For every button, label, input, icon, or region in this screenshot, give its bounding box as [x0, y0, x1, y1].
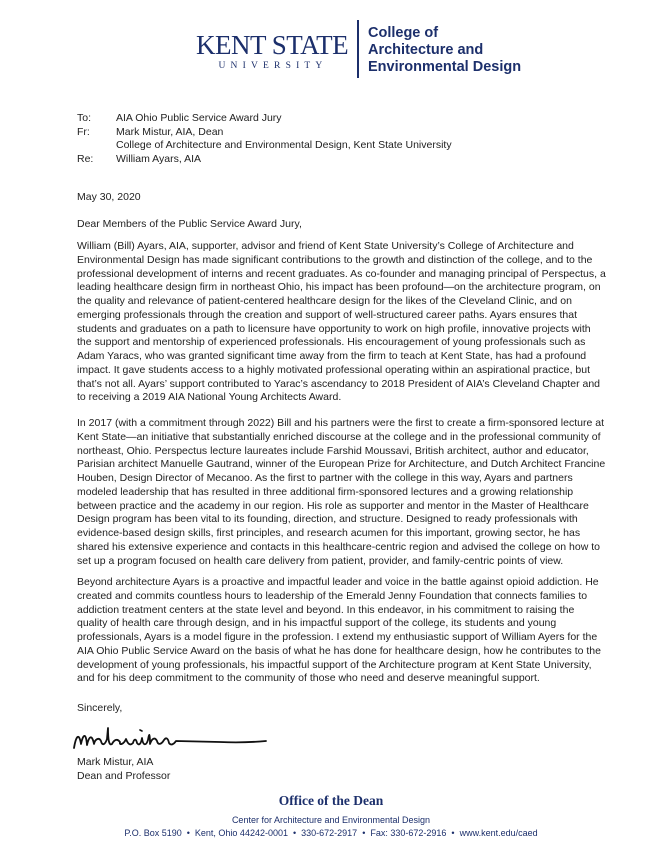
paragraph-line: to receiving a 2019 AIA National Young Architects Award.: [77, 391, 342, 404]
closing: Sincerely,: [77, 702, 123, 714]
footer-website: www.kent.edu/caed: [459, 828, 538, 838]
footer-phone: 330-672-2917: [301, 828, 358, 838]
paragraph-line: Environmental Design has made significant contributions to the growth and distinction of the college, and to the: [77, 253, 593, 266]
paragraph-line: William (Bill) Ayars, AIA, supporter, advisor and friend of Kent State University’s College of Architecture and: [77, 240, 574, 252]
memo-label: Re:: [77, 153, 94, 166]
paragraph-line: shared his extensive experience and contacts in this healthcare-centric region and advised the college on how to: [77, 540, 600, 553]
body-paragraph-1: [77, 240, 637, 405]
memo-row-to: [77, 112, 452, 126]
paragraph-line: created and commits countless hours to leadership of the Emerald Jenny Foundation that connects families to: [77, 589, 588, 602]
memo-value: William Ayars, AIA: [116, 153, 201, 166]
body-paragraph-3: [77, 576, 637, 686]
paragraph-line: Kent State—an initiative that substantially enriched discourse at the college and in the professional community of: [77, 430, 601, 443]
logo-university: UNIVERSITY: [218, 61, 328, 71]
paragraph-line: set up a program focused on health care delivery from patient, provider, and family-centric points of view.: [77, 554, 564, 567]
memo-value: AIA Ohio Public Service Award Jury: [116, 112, 282, 124]
college-name-line: Environmental Design: [368, 59, 522, 75]
logo-divider: [357, 20, 359, 78]
paragraph-line: students and graduates on a path to licensure have opportunity to work on high profile, innovative projects with: [77, 322, 591, 335]
salutation: Dear Members of the Public Service Award Jury,: [77, 218, 302, 230]
memo-value: College of Architecture and Environmental Design, Kent State University: [116, 139, 452, 152]
footer: [0, 814, 662, 840]
memo-label: Fr:: [77, 125, 90, 138]
footer-contact: [0, 827, 662, 840]
kent-state-logo: [196, 30, 349, 78]
paragraph-line: Houben, Design Director of Mecanoo. As the first to partner with the college in this way, Ayars and partners: [77, 472, 573, 484]
paragraph-line: In 2017 (with a commitment through 2022) Bill and his partners were the first to create a firm-sponsored lecture at: [77, 417, 604, 429]
paragraph-line: evidence-based design skills, first principles, and research acumen for this important, growing sector, he has: [77, 527, 581, 539]
paragraph-line: emerging professionals through the creation and support of well-structured career paths. Ayars ensures that: [77, 308, 578, 321]
paragraph-line: Adam Yaracs, who was granted significant time away from the firm to teach at Kent State, has had a profound: [77, 350, 587, 362]
college-name: [368, 25, 521, 76]
logo-wordmark: KENT STATE: [196, 30, 349, 60]
paragraph-line: modeled leadership that has resulted in three additional firm-sponsored lectures and a growing relationship: [77, 485, 574, 498]
signature-image: [70, 722, 270, 758]
footer-center-name: Center for Architecture and Environmental Design: [231, 815, 431, 825]
paragraph-line: the quality and relevance of patient-centered healthcare design for the likes of the Cleveland Clinic, and on: [77, 295, 572, 307]
signer-block: [77, 756, 170, 783]
paragraph-line: Design program has been vital to its founding, direction, and structure. Designed to ready professionals with: [77, 513, 578, 526]
footer-separator: •: [292, 828, 297, 838]
paragraph-line: AIA Ohio Public Service Award on the basis of what he has done for healthcare design, how he contributes to the: [77, 644, 601, 657]
footer-city: Kent, Ohio 44242-0001: [194, 828, 288, 838]
paragraph-line: impact. It gave students access to a highly motivated professional operating within an aspirational practice, but: [77, 363, 591, 376]
college-name-line: College of: [368, 25, 439, 41]
paragraph-line: quality of health care through design, and in his impactful support of the college, its students and young: [77, 617, 557, 630]
signer-title: Dean and Professor: [77, 769, 171, 782]
paragraph-line: between practice and the academy in our region. His role as supporter and mentor in the Master of Healthcare: [77, 499, 589, 512]
paragraph-line: and for his deep commitment to the community of those who need and deserve meaningful support.: [77, 672, 540, 685]
footer-separator: •: [362, 828, 366, 838]
office-title: Office of the Dean: [278, 793, 384, 808]
footer-po-box: P.O. Box 5190: [124, 828, 182, 838]
memo-row-from-affiliation: [77, 139, 452, 153]
paragraph-line: development of young professionals, his impactful support of the Architecture program at Kent State University,: [77, 658, 592, 671]
paragraph-line: professional development of interns and recent graduates. As co-founder and managing principal of Perspectus, a: [77, 267, 606, 280]
paragraph-line: addiction treatment centers at the state level and beyond. In this endeavor, in his commitment to raising the: [77, 603, 575, 616]
body-paragraph-2: [77, 417, 637, 568]
college-name-line: Architecture and: [368, 42, 484, 58]
memo-value: Mark Mistur, AIA, Dean: [116, 125, 224, 138]
paragraph-line: that’s not all. Ayars’ support contributed to Yarac’s ascendancy to 2018 President of AIA’s Cleveland Chapter and: [77, 377, 600, 390]
memo-label: [77, 139, 116, 153]
memo-row-re: [77, 153, 452, 167]
paragraph-line: professionals, Ayars is a model figure in the profession. I extend my enthusiastic support of William Ayers for the: [77, 631, 598, 643]
letter-date: May 30, 2020: [77, 191, 141, 203]
paragraph-line: Parisian architect Manuelle Gautrand, winner of the European Prize for Architecture, and Dutch Architect Francine: [77, 458, 606, 471]
footer-fax: Fax: 330-672-2916: [370, 828, 447, 838]
paragraph-line: the support and mentorship of experienced professionals. His encouragement of young professionals such as: [77, 336, 586, 349]
footer-separator: •: [186, 828, 190, 838]
footer-separator: •: [451, 828, 455, 838]
signer-name: Mark Mistur, AIA: [77, 756, 154, 768]
memo-label: To:: [77, 112, 92, 124]
paragraph-line: Beyond architecture Ayars is a proactive and impactful leader and voice in the battle against opioid addiction. He: [77, 576, 599, 588]
letterhead: [0, 0, 662, 100]
paragraph-line: leading healthcare design firm in northeast Ohio, his impact has been profound—on the architecture program, on: [77, 281, 601, 294]
memo-header: [77, 112, 452, 167]
paragraph-line: northeast, Ohio. Perspectus lecture laureates include Farshid Moussavi, British architect, author and educator,: [77, 444, 589, 457]
memo-row-from: [77, 126, 452, 140]
